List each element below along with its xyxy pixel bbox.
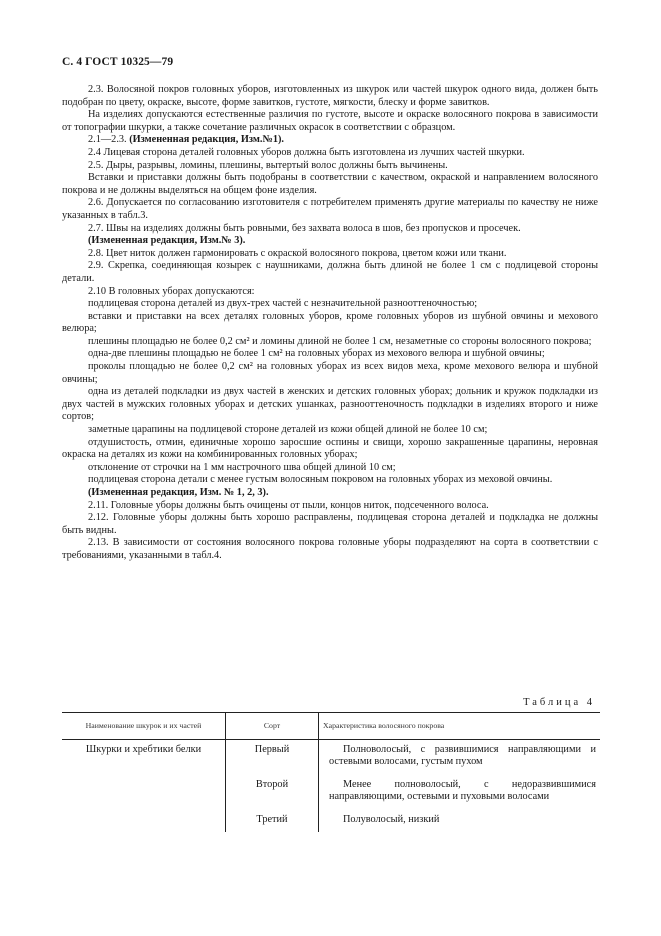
table-header-row [62,713,600,740]
paragraph: 2.6. Допускается по согласованию изготовителя с потребителем применять другие материалы по качеству не ниже указанных в табл.3. [62,197,598,221]
paragraph: отклонение от строчки на 1 мм настрочного шва общей длиной 10 см; [88,461,396,473]
paragraph: подлицевая сторона деталей из двух-трех частей с незначительной разнооттеночностью; [88,298,478,310]
paragraph-prefix: 2.1—2.3. [88,134,130,146]
paragraph: подлицевая сторона детали с менее густым волосяным покровом на головных уборах из меховой овчины. [88,474,553,486]
table-row [62,775,600,810]
paragraph: 2.7. Швы на изделиях должны быть ровными, без захвата волоса в шов, без пропусков и просечек. [88,222,521,234]
paragraph: 2.10 В головных уборах допускаются: [88,285,255,297]
paragraph [62,235,598,248]
table-cell-characteristic: Полуволосый, низкий [343,813,440,825]
paragraph: 2.9. Скрепка, соединяющая козырек с наушниками, должна быть длиной не более 1 см с подлицевой стороны детали. [62,260,598,284]
table-cell-grade: Первый [226,740,319,775]
paragraph: 2.8. Цвет ниток должен гармонировать с окраской волосяного покрова, цветом кожи или ткани. [88,247,507,259]
document-body [62,84,598,563]
paragraph: проколы площадью не более 0,2 см² на головных уборах из всех видов меха, кроме мехового велюра и шубной овчины; [62,361,598,385]
table-row [62,810,600,832]
paragraph: 2.5. Дыры, разрывы, ломины, плешины, вытертый волос должны быть вычинены. [88,159,448,171]
amendment-note: (Измененная редакция, Изм.№ 3). [88,235,246,247]
paragraph: 2.3. Волосяной покров головных уборов, изготовленных из шкурок или частей шкурок одного вида, должен быть подобран по цвету, окраске, высоте, форме завитков, густоте, мягкости, блеску и форме завитков. [62,84,598,108]
paragraph [62,487,598,500]
header-cell-characteristic: Характеристика волосяного покрова [319,713,601,740]
paragraph [62,134,598,147]
paragraph: заметные царапины на подлицевой стороне деталей из кожи общей длиной не более 10 см; [88,424,488,436]
paragraph: одна-две плешины площадью не более 1 см² на головных уборах из мехового велюра и шубной овчины; [88,348,545,360]
page-header: С. 4 ГОСТ 10325—79 [62,56,174,68]
table-cell-grade: Второй [226,775,319,810]
paragraph: 2.13. В зависимости от состояния волосяного покрова головные уборы подразделяют на сорта в соответствии с требованиями, указанными в табл.4. [62,537,598,561]
paragraph: Вставки и приставки должны быть подобраны в соответствии с качеством, окраской и направлением волосяного покрова и не должны выделяться на общем фоне изделия. [62,172,598,196]
paragraph: отдушистость, отмин, единичные хорошо заросшие оспины и свищи, хорошо закрашенные царапины, неровная окраска на деталях из кожи на комбинированных головных уборах; [62,436,598,461]
paragraph: вставки и приставки на всех деталях головных уборов, кроме головных уборов из шубной овчины и мехового велюра; [62,310,598,335]
header-cell-name: Наименование шкурок и их частей [62,713,226,740]
paragraph: На изделиях допускаются естественные различия по густоте, высоте и окраске волосяного покрова в зависимости от топографии шкурки, а также сочетание различных окрасок в соответствии с образцом. [62,109,598,133]
paragraph: 2.11. Головные уборы должны быть очищены от пыли, концов ниток, подсеченного волоса. [88,499,489,511]
amendment-note: (Измененная редакция, Изм. № 1, 2, 3). [88,487,269,498]
paragraph: 2.12. Головные уборы должны быть хорошо расправлены, подлицевая сторона деталей и подкладка не должны быть видны. [62,512,598,536]
amendment-note: (Измененная редакция, Изм.№1). [129,134,284,146]
paragraph: плешины площадью не более 0,2 см² и ломины длиной не более 1 см, незаметные со стороны волосяного покрова; [88,335,592,347]
paragraph: одна из деталей подкладки из двух частей в женских и детских головных уборах; дольник и кружок подкладки из двух частей в мужских головных уборах и детских ушанках, разнооттеночность подкладки в изделиях второго и ниже сортов; [62,386,598,423]
table-caption: Таблица 4 [523,697,595,708]
table-cell-name: Шкурки и хребтики белки [85,744,202,755]
paragraph: 2.4 Лицевая сторона деталей головных уборов должна быть изготовлена из лучших частей шкурки. [88,146,525,158]
header-cell-grade: Сорт [226,713,319,740]
table-cell-grade: Третий [226,810,319,832]
table-cell-characteristic: Полноволосый, с развившимися направляющими и остевыми волосами, густым пухом [329,744,596,768]
table-cell-characteristic: Менее полноволосый, с недоразвившимися направляющими, остевыми и пуховыми волосами [329,778,596,803]
table-4 [62,712,600,832]
table-row [62,740,600,775]
